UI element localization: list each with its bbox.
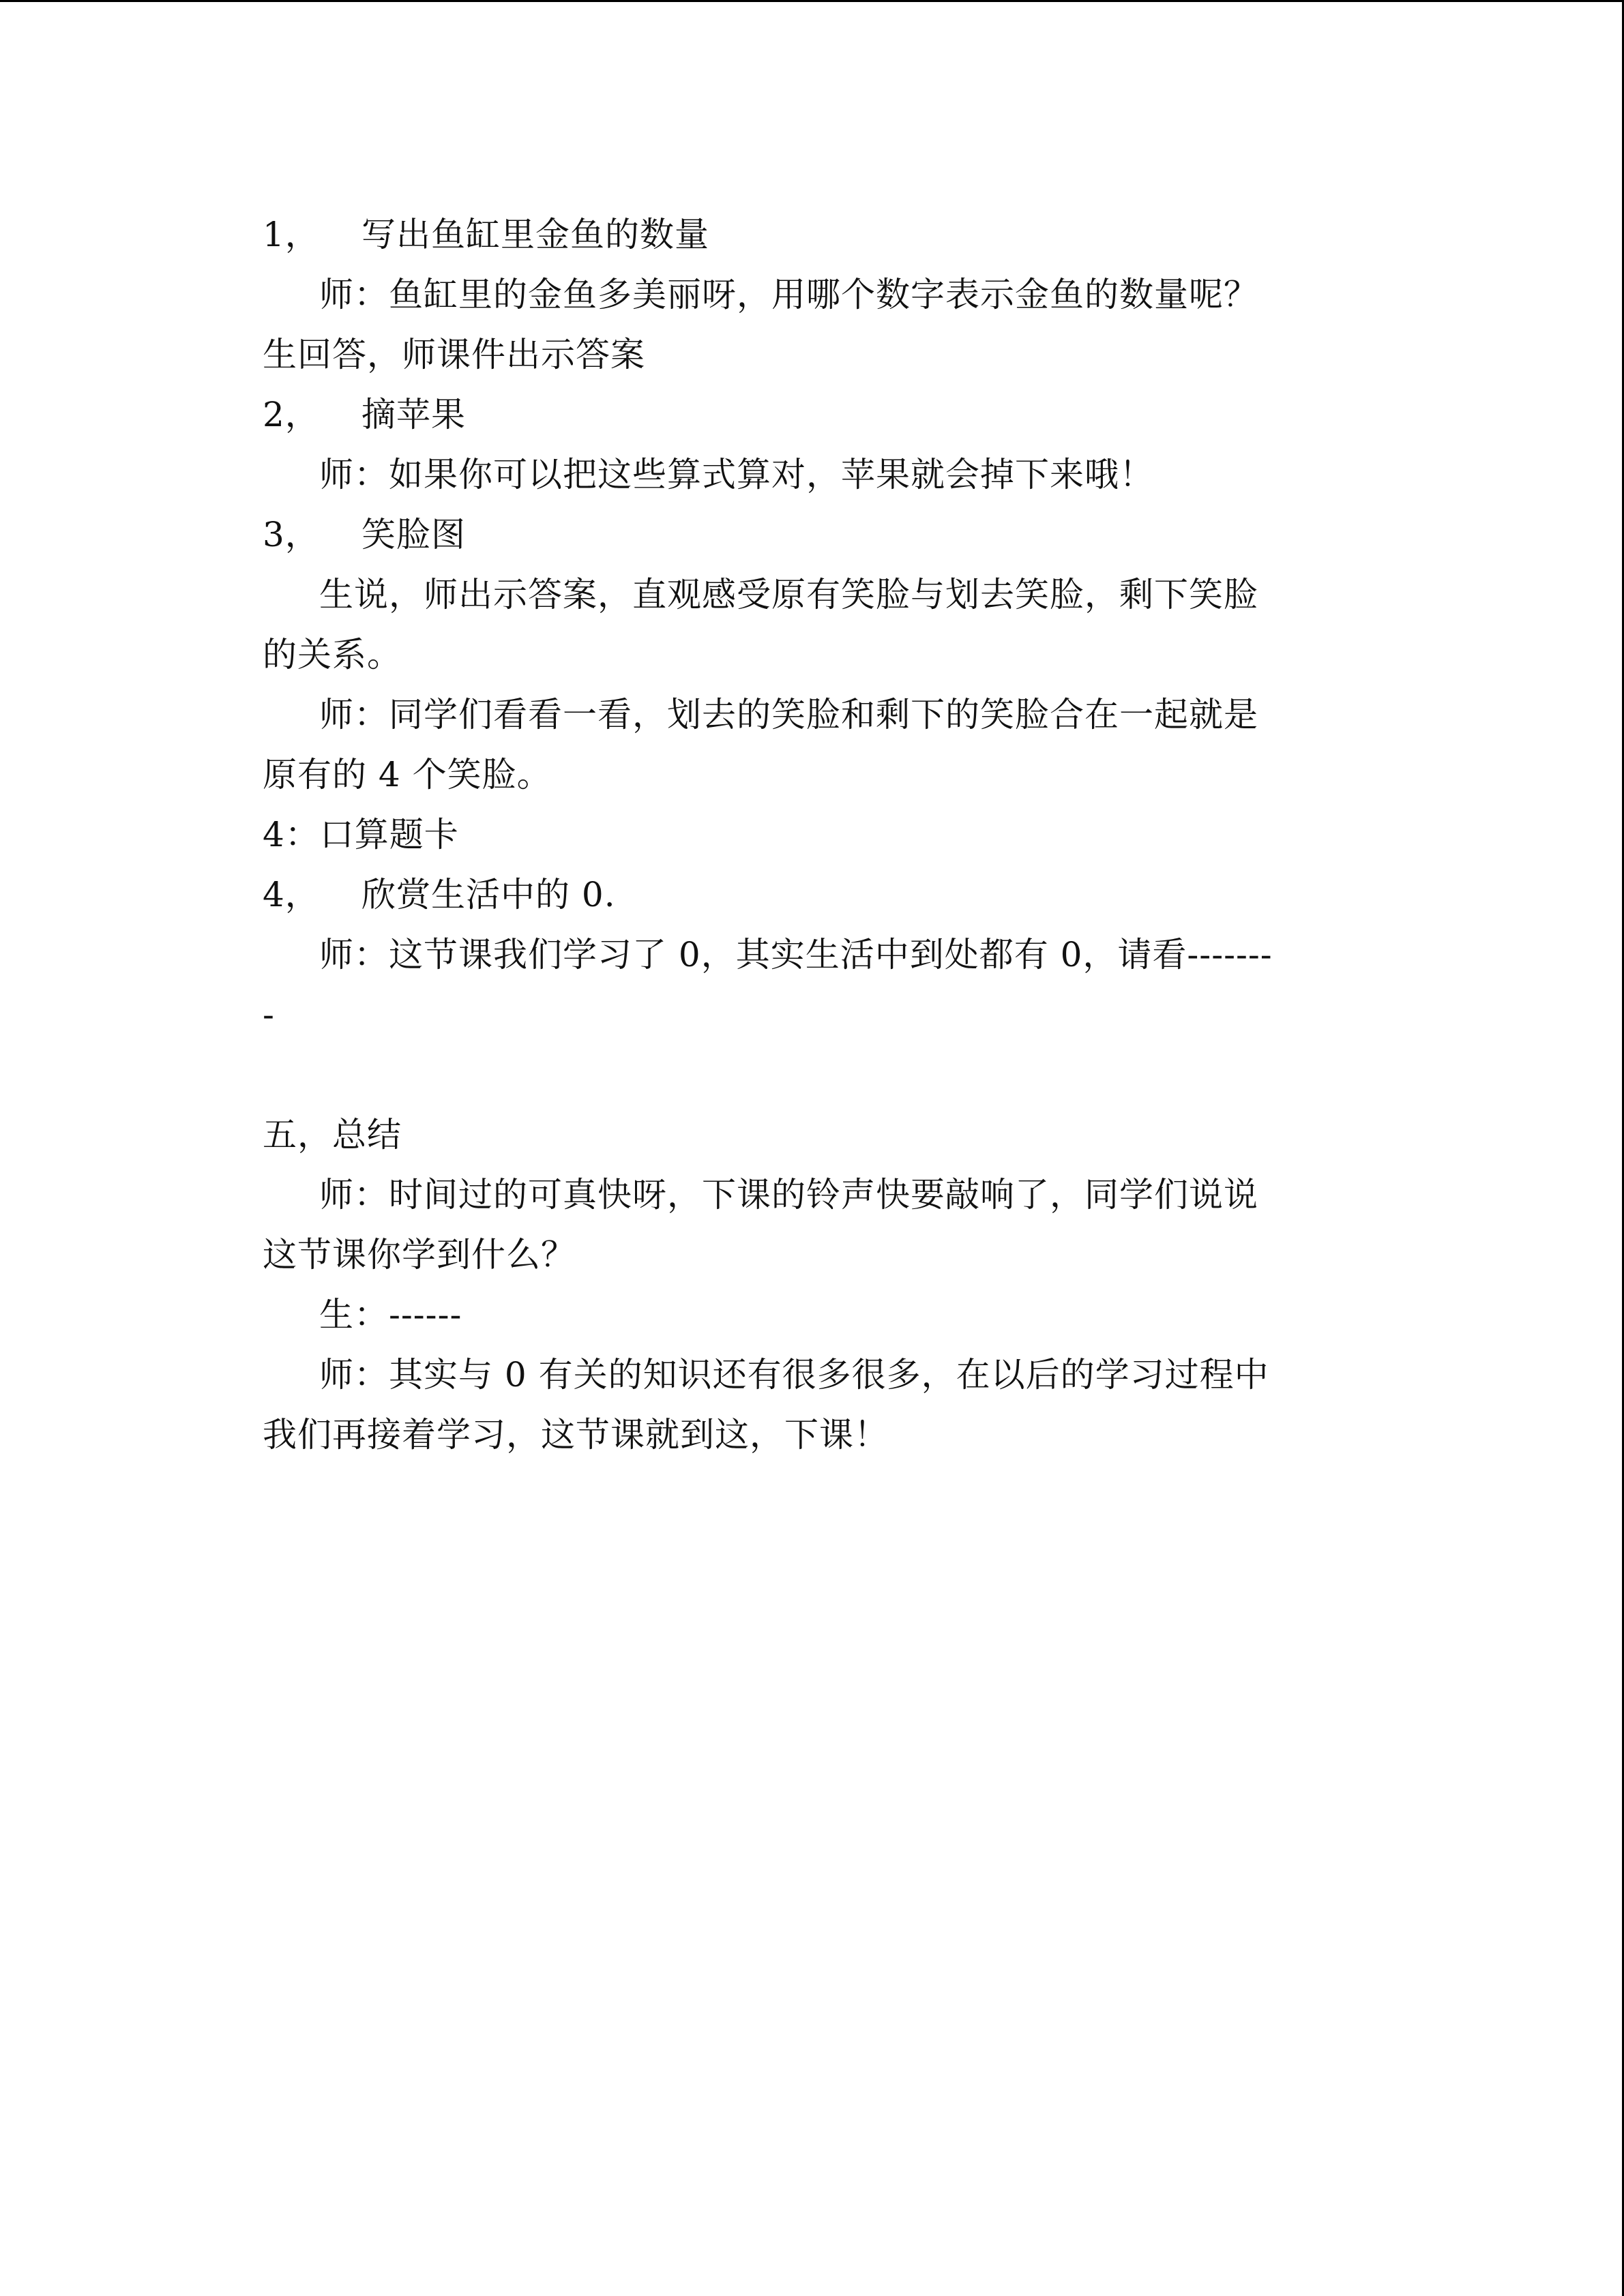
teacher-line-continued: 这节课你学到什么？ — [263, 1235, 576, 1274]
page-border-top — [0, 0, 1624, 2]
student-line-continued: 的关系。 — [263, 635, 402, 674]
item-title: 笑脸图 — [361, 515, 466, 554]
teacher-line: 师：如果你可以把这些算式算对，苹果就会掉下来哦！ — [319, 455, 1154, 494]
student-line: 生说，师出示答案，直观感受原有笑脸与划去笑脸，剩下笑脸 — [319, 575, 1258, 614]
teacher-line: 师：时间过的可真快呀，下课的铃声快要敲响了，同学们说说 — [319, 1175, 1258, 1214]
item-heading-3 — [263, 505, 1368, 565]
teacher-line: 师：其实与 0 有关的知识还有很多很多，在以后的学习过程中 — [319, 1355, 1269, 1395]
item-heading-2 — [263, 385, 1368, 445]
item-number: 1， — [263, 215, 320, 254]
teacher-line-continued: 我们再接着学习，这节课就到这，下课！ — [263, 1415, 889, 1455]
item-number: 4， — [263, 875, 320, 914]
student-line: 生回答，师课件出示答案 — [263, 335, 645, 374]
teacher-line: 师：鱼缸里的金鱼多美丽呀，用哪个数字表示金鱼的数量呢？ — [319, 275, 1258, 314]
item-title: 欣赏生活中的 0. — [361, 875, 616, 914]
teacher-line: 师：这节课我们学习了 0，其实生活中到处都有 0，请看------- — [319, 935, 1273, 974]
item-number: 3， — [263, 515, 320, 554]
item-title: 摘苹果 — [361, 395, 466, 434]
item-heading-1 — [263, 205, 1368, 265]
item-heading-card: 4：口算题卡 — [263, 815, 459, 854]
teacher-line-continued: - — [263, 995, 275, 1034]
section-heading-summary: 五，总结 — [263, 1115, 402, 1154]
item-number: 2， — [263, 395, 320, 434]
blank-line — [263, 1045, 1368, 1105]
document-body — [263, 205, 1368, 1465]
teacher-line-continued: 原有的 4 个笑脸。 — [263, 755, 552, 794]
item-title: 写出鱼缸里金鱼的数量 — [361, 215, 709, 254]
teacher-line: 师：同学们看看一看，划去的笑脸和剩下的笑脸合在一起就是 — [319, 695, 1258, 734]
item-heading-4 — [263, 865, 1368, 925]
student-line: 生：------ — [319, 1295, 462, 1335]
